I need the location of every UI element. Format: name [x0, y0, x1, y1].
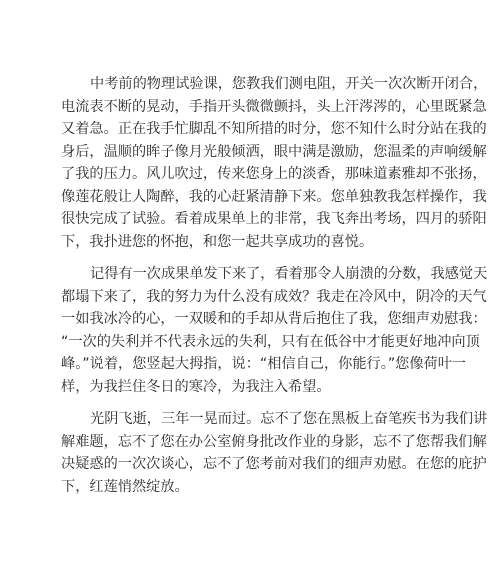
text-line: 像莲花般让人陶醉，我的心赶紧清静下来。您单独教我怎样操作，我	[61, 188, 487, 205]
text-line: 记得有一次成果单发下来了，看着那令人崩溃的分数，我感觉天	[90, 266, 488, 282]
essay-body	[61, 73, 488, 498]
text-line: 电流表不断的晃动，手指开头微微颤抖，头上汗涔涔的，心里既紧急	[61, 98, 487, 115]
paragraph-1	[61, 73, 488, 253]
text-line: 光阴飞逝，三年一晃而过。忘不了您在黑板上奋笔疾书为我们讲	[90, 411, 488, 427]
text-line: 又着急。正在我手忙脚乱不知所措的时分，您不知什么时分站在我的	[61, 121, 487, 137]
paragraph-2	[61, 263, 488, 398]
text-line: 下，红莲悄然绽放。	[61, 478, 189, 495]
paragraph-3	[61, 408, 488, 498]
text-line: 下，我扑进您的怀抱，和您一起共享成功的喜悦。	[61, 233, 374, 250]
text-line: 一如我冰冷的心，一双暖和的手却从背后抱住了我，您细声劝慰我：	[61, 311, 487, 327]
text-line: 峰。”说着，您竖起大拇指，说：“相信自己，你能行。”您像荷叶一	[61, 356, 467, 372]
text-line: 样，为我拦住冬日的寒冷，为我注入希望。	[61, 378, 331, 395]
text-line: 了我的压力。风儿吹过，传来您身上的淡香，那味道素雅却不张扬，	[61, 166, 487, 182]
text-line: 中考前的物理试验课，您教我们测电阻，开关一次次断开闭合，	[90, 76, 488, 92]
text-line: 都塌下来了，我的努力为什么没有成效？我走在冷风中，阴冷的天气	[61, 288, 487, 305]
text-line: 身后，温顺的眸子像月光般倾洒，眼中满是激励，您温柔的声响缓解	[61, 143, 487, 160]
text-line: 解难题，忘不了您在办公室俯身批改作业的身影，忘不了您帮我们解	[61, 433, 487, 450]
text-line: “一次的失利并不代表永远的失利，只有在低谷中才能更好地冲向顶	[61, 333, 480, 350]
text-line: 很快完成了试验。看着成果单上的非常，我飞奔出考场，四月的骄阳	[61, 211, 487, 227]
text-line: 决疑惑的一次次谈心，忘不了您考前对我们的细声劝慰。在您的庇护	[61, 456, 487, 472]
